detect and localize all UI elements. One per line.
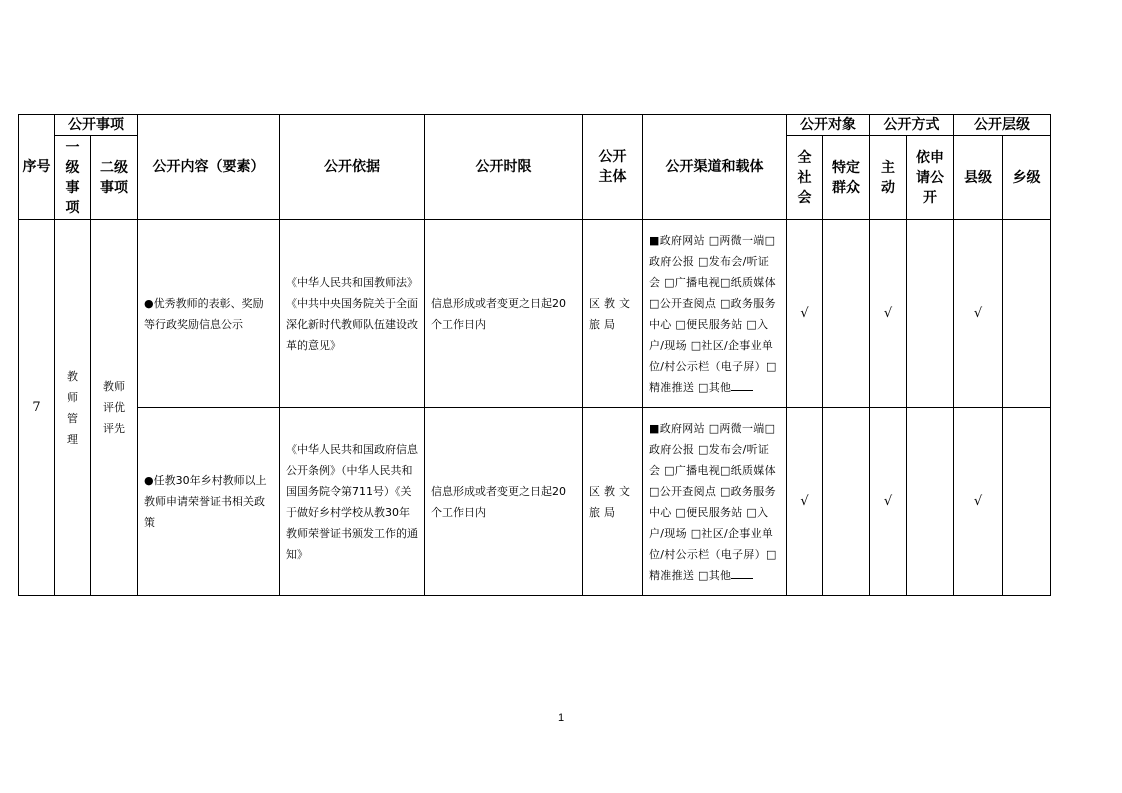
level-town-check [1003, 408, 1051, 596]
timelimit-cell: 信息形成或者变更之日起20个工作日内 [425, 220, 583, 408]
seq-cell: 7 [19, 220, 55, 596]
header-level2: 二级事项 [91, 136, 138, 220]
header-method-request: 依申请公开 [907, 136, 954, 220]
header-channel: 公开渠道和载体 [643, 115, 787, 220]
audience-specific-check [823, 220, 870, 408]
level-county-check: √ [954, 408, 1003, 596]
header-seq: 序号 [19, 115, 55, 220]
level1-cell: 教师管理 [55, 220, 91, 596]
basis-cell: 《中华人民共和国教师法》《中共中央国务院关于全面深化新时代教师队伍建设改革的意见》 [280, 220, 425, 408]
audience-specific-check [823, 408, 870, 596]
channel-cell: ■政府网站 □两微一端□政府公报 □发布会/听证会 □广播电视□纸质媒体 □公开查阅点 □政务服务中心 □便民服务站 □入户/现场 □社区/企事业单位/村公示栏（电子屏）□精准推送 □其他 [643, 220, 787, 408]
table-row [19, 220, 1051, 408]
header-audience-specific: 特定群众 [823, 136, 870, 220]
header-method-active: 主动 [870, 136, 907, 220]
header-audience-all: 全社会 [787, 136, 823, 220]
method-active-check: √ [870, 220, 907, 408]
header-level-group: 公开层级 [954, 115, 1051, 136]
timelimit-cell: 信息形成或者变更之日起20个工作日内 [425, 408, 583, 596]
audience-all-check: √ [787, 408, 823, 596]
header-audience-group: 公开对象 [787, 115, 870, 136]
level-town-check [1003, 220, 1051, 408]
level2-cell: 教师评优评先 [91, 220, 138, 596]
header-level-town: 乡级 [1003, 136, 1051, 220]
content-cell: ●任教30年乡村教师以上教师申请荣誉证书相关政策 [138, 408, 280, 596]
header-row-1 [19, 115, 1051, 136]
basis-cell: 《中华人民共和国政府信息公开条例》（中华人民共和国国务院令第711号）《关于做好乡村学校从教30年教师荣誉证书颁发工作的通知》 [280, 408, 425, 596]
method-request-check [907, 408, 954, 596]
header-items-group: 公开事项 [55, 115, 138, 136]
level-county-check: √ [954, 220, 1003, 408]
header-subject: 公开主体 [583, 115, 643, 220]
header-level1: 一级事项 [55, 136, 91, 220]
content-cell: ●优秀教师的表彰、奖励等行政奖励信息公示 [138, 220, 280, 408]
subject-cell: 区教文旅局 [583, 408, 643, 596]
header-method-group: 公开方式 [870, 115, 954, 136]
page-number: 1 [557, 712, 565, 724]
table-row [19, 408, 1051, 596]
subject-cell: 区教文旅局 [583, 220, 643, 408]
header-basis: 公开依据 [280, 115, 425, 220]
header-level-county: 县级 [954, 136, 1003, 220]
channel-cell: ■政府网站 □两微一端□政府公报 □发布会/听证会 □广播电视□纸质媒体 □公开查阅点 □政务服务中心 □便民服务站 □入户/现场 □社区/企事业单位/村公示栏（电子屏）□精准推送 □其他 [643, 408, 787, 596]
disclosure-table [18, 114, 1051, 596]
method-request-check [907, 220, 954, 408]
header-timelimit: 公开时限 [425, 115, 583, 220]
audience-all-check: √ [787, 220, 823, 408]
method-active-check: √ [870, 408, 907, 596]
header-content: 公开内容（要素） [138, 115, 280, 220]
